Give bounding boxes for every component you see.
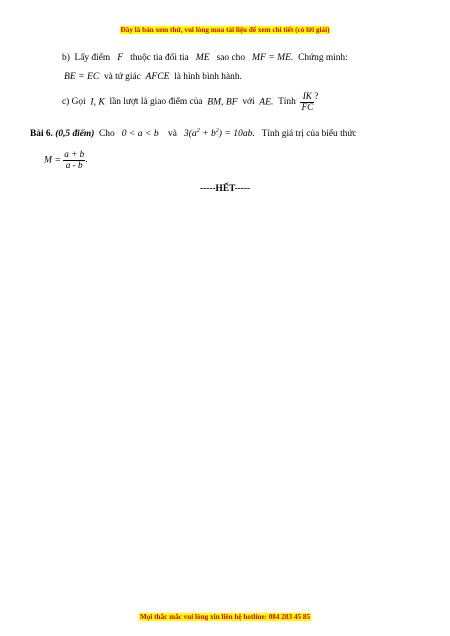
part-b-text-5: và tứ giác bbox=[103, 72, 141, 82]
m-period: . bbox=[85, 155, 88, 166]
part-c-text-2: với bbox=[242, 97, 255, 108]
part-b-text-6: là hình bình hành. bbox=[174, 72, 242, 82]
footer-banner bbox=[0, 613, 450, 621]
ratio-ik-fc bbox=[300, 92, 314, 112]
footer-banner-text: Mọi thắc mắc vui lòng xin liên hệ hotline: 084 283 45 85 bbox=[139, 613, 311, 621]
part-b-line-1 bbox=[62, 52, 408, 63]
equation-be-ec: BE = EC bbox=[64, 71, 100, 82]
eq-square-1: 2 bbox=[196, 128, 200, 134]
bai6-points: (0,5 điểm) bbox=[55, 129, 95, 140]
part-c-line bbox=[62, 92, 318, 112]
inequality: 0 < a < b bbox=[121, 128, 159, 140]
part-c-text-3: Tính bbox=[278, 97, 296, 108]
part-b-label: b) bbox=[62, 53, 70, 63]
part-b-text-1: Lấy điểm bbox=[74, 53, 111, 63]
end-text: -----HẾT----- bbox=[199, 184, 251, 194]
segment-me: ME bbox=[195, 52, 210, 63]
m-equals: M = bbox=[44, 154, 61, 166]
eq-square-2: 2 bbox=[215, 128, 219, 134]
line-ae: AE. bbox=[259, 96, 274, 108]
condition-mf-me: MF = ME. bbox=[252, 52, 294, 63]
fraction-m bbox=[63, 149, 88, 170]
bai6-title: Bài 6. bbox=[30, 129, 53, 140]
eq-part-1: 3(a bbox=[183, 128, 197, 140]
part-b-text-3: sao cho bbox=[216, 53, 246, 63]
part-c-label: c) Gọi bbox=[62, 97, 86, 108]
header-banner bbox=[0, 26, 450, 34]
part-b-text-4: Chứng minh: bbox=[298, 53, 348, 63]
quadrilateral-afce: AFCE bbox=[145, 71, 170, 82]
bai6-text-1: Cho bbox=[99, 129, 115, 140]
ratio-denominator: FC bbox=[301, 101, 314, 112]
m-numerator: a + b bbox=[64, 149, 85, 159]
part-c-text-1: lần lượt là giao điểm của bbox=[109, 97, 203, 108]
bai6-text-3: Tính giá trị của biểu thức bbox=[261, 129, 357, 140]
eq-part-3: ) = 10ab. bbox=[218, 128, 255, 140]
bai6-text-2: và bbox=[168, 129, 177, 140]
header-banner-text: Đây là bản xem thử, vui lòng mua tài liệu để xem chi tiết (có lời giải) bbox=[120, 26, 330, 34]
point-f: F bbox=[117, 52, 124, 63]
bai6-line-1 bbox=[30, 128, 408, 139]
expression-m bbox=[44, 150, 88, 170]
part-b-line-2 bbox=[64, 71, 242, 82]
given-equation bbox=[184, 128, 255, 139]
ratio-numerator: IK bbox=[300, 92, 314, 103]
lines-bm-bf: BM, BF bbox=[207, 96, 238, 108]
points-i-k: I, K bbox=[90, 96, 105, 108]
m-denominator: a - b bbox=[65, 159, 83, 170]
part-b-text-2: thuộc tia đối tia bbox=[130, 53, 189, 63]
eq-part-2: + b bbox=[199, 128, 216, 140]
question-mark: ? bbox=[314, 92, 319, 102]
